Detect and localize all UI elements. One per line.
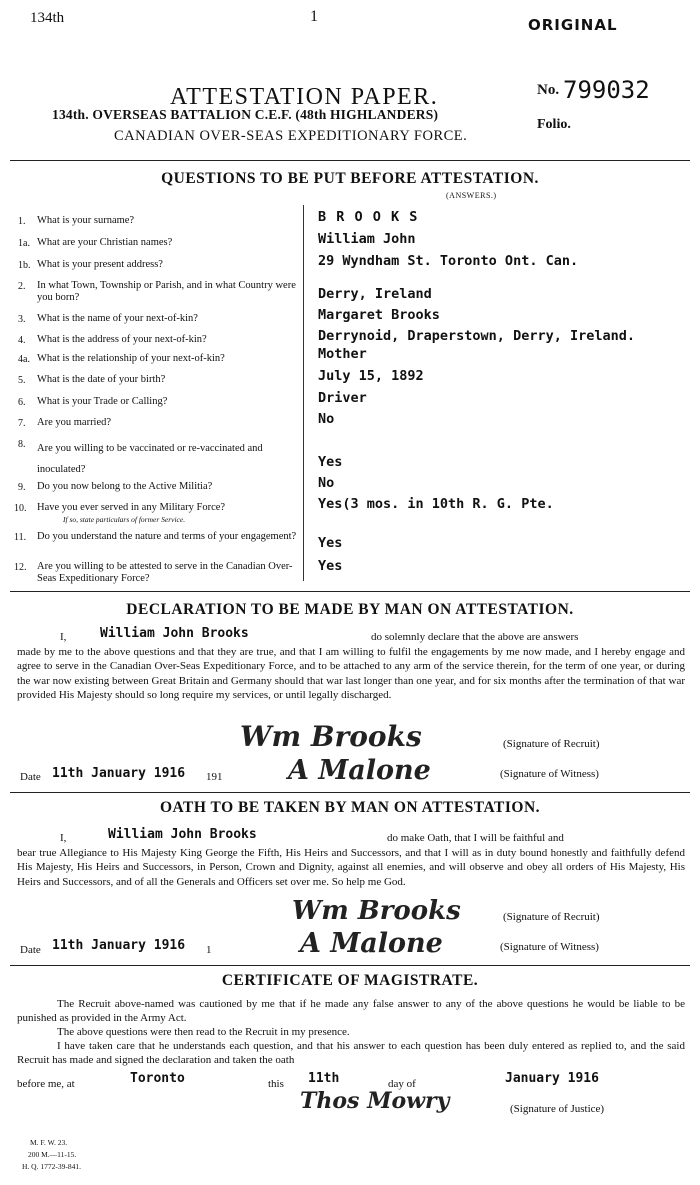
declaration-name: William John Brooks (100, 626, 249, 641)
answer-next-of-kin-name: Margaret Brooks (318, 307, 440, 323)
certificate-section-title: CERTIFICATE OF MAGISTRATE. (221, 972, 479, 989)
header-divider (10, 160, 690, 161)
oath-section-title: OATH TO BE TAKEN BY MAN ON ATTESTATION. (159, 799, 541, 816)
witness-signature-declaration: A Malone (288, 755, 431, 786)
witness-signature-label: (Signature of Witness) (500, 768, 599, 780)
question-text: What are your Christian names? (37, 237, 173, 248)
answer-surname: B R O O K S (318, 209, 419, 225)
question-number: 1. (18, 216, 26, 227)
battalion-number-handwritten: 134th (30, 10, 65, 26)
hq-reference: H. Q. 1772-39-841. (22, 1162, 81, 1171)
folio-label: Folio. (537, 117, 571, 132)
question-number: 11. (14, 532, 27, 543)
declaration-section-title: DECLARATION TO BE MADE BY MAN ON ATTESTATION. (126, 601, 574, 618)
oath-date-suffix: 1 (206, 944, 212, 956)
answers-column-label: (ANSWERS.) (446, 191, 497, 200)
question-number: 9. (18, 482, 26, 493)
this-label: this (268, 1078, 284, 1090)
answer-trade: Driver (318, 390, 367, 406)
recruit-signature-oath: Wm Brooks (292, 896, 461, 926)
regimental-number: 799032 (563, 76, 650, 104)
question-number: 5. (18, 375, 26, 386)
question-text: Do you now belong to the Active Militia? (37, 481, 213, 492)
question-number: 12. (14, 562, 27, 573)
question-text: What is your present address? (37, 259, 163, 270)
original-stamp: ORIGINAL (528, 16, 618, 34)
before-me-label: before me, at (17, 1078, 75, 1090)
question-text: What is the date of your birth? (37, 374, 166, 385)
declaration-date: 11th January 1916 (52, 766, 186, 781)
declaration-lead: I, (60, 631, 67, 643)
question-text: Do you understand the nature and terms of your engagement? (37, 531, 297, 542)
question-note: If so, state particulars of former Service. (63, 515, 186, 524)
question-text: In what Town, Township or Parish, and in what Country were you born? (37, 280, 296, 303)
answer-understand-terms: Yes (318, 535, 343, 551)
oath-name: William John Brooks (108, 827, 257, 842)
recruit-signature-declaration: Wm Brooks (240, 720, 422, 753)
oath-date: 11th January 1916 (52, 938, 186, 953)
question-number: 4a. (18, 354, 30, 365)
declaration-divider (10, 792, 690, 793)
question-text: What is the name of your next-of-kin? (37, 313, 198, 324)
certificate-paragraph-1: The Recruit above-named was cautioned by me that if he made any false answer to any of the above questions he would be liable to be punished as provided in the Army Act. (17, 998, 685, 1025)
oath-divider (10, 965, 690, 966)
oath-lead: I, (60, 832, 67, 844)
question-text: Have you ever served in any Military Force? (37, 502, 226, 513)
form-code: M. F. W. 23. (30, 1138, 68, 1147)
answer-present-address: 29 Wyndham St. Toronto Ont. Can. (318, 253, 579, 269)
oath-body: bear true Allegiance to His Majesty King George the Fifth, His Heirs and Successors, and that I will as in duty bound honestly and faithfully defend His Majesty, His Heirs and Successors, in Person, Crown and Dignity, against all enemies, and will observe and obey all orders of His Majesty, His Heirs and Successors, and of all the Generals and Officers set over me. So help me God. (17, 847, 685, 888)
justice-signature: Thos Mowry (300, 1088, 450, 1114)
question-number: 1a. (18, 238, 30, 249)
oath-date-label: Date (20, 944, 41, 956)
answer-christian-names: William John (318, 231, 416, 247)
question-number: 2. (18, 281, 26, 292)
answer-willing-to-serve: Yes (318, 558, 343, 574)
declaration-date-label: Date (20, 771, 41, 783)
page-number: 1 (310, 8, 318, 25)
battalion-line: 134th. OVERSEAS BATTALION C.E.F. (48th HIGHLANDERS) (52, 107, 439, 122)
justice-signature-label: (Signature of Justice) (510, 1103, 605, 1115)
answer-next-of-kin-address: Derrynoid, Draperstown, Derry, Ireland. (318, 328, 635, 344)
document-title: ATTESTATION PAPER. (170, 84, 439, 110)
question-number: 6. (18, 397, 26, 408)
answer-birthplace: Derry, Ireland (318, 286, 432, 302)
witness-signature-label: (Signature of Witness) (500, 941, 599, 953)
question-text: Are you willing to be vaccinated or re-vaccinated and inoculated? (37, 443, 263, 475)
day-of-label: day of (388, 1078, 416, 1090)
certificate-place: Toronto (130, 1071, 185, 1086)
certificate-month-year: January 1916 (505, 1071, 599, 1086)
certificate-day: 11th (308, 1071, 340, 1086)
question-number: 10. (14, 503, 27, 514)
oath-text-after-name: do make Oath, that I will be faithful and (387, 832, 564, 844)
answer-military-service: Yes(3 mos. in 10th R. G. Pte. (318, 496, 554, 512)
question-number: 1b. (18, 260, 31, 271)
witness-signature-oath: A Malone (300, 928, 443, 959)
answer-active-militia: No (318, 475, 335, 491)
force-line: CANADIAN OVER-SEAS EXPEDITIONARY FORCE. (114, 128, 468, 144)
question-number: 8. (18, 439, 26, 450)
question-text: What is your surname? (37, 215, 135, 226)
answer-vaccinated: Yes (318, 454, 343, 470)
declaration-date-suffix: 191 (206, 771, 223, 783)
recruit-signature-label: (Signature of Recruit) (503, 911, 600, 923)
question-number: 7. (18, 418, 26, 429)
question-text: Are you willing to be attested to serve in the Canadian Over-Seas Expeditionary Force? (37, 561, 293, 584)
answer-date-of-birth: July 15, 1892 (318, 368, 424, 384)
certificate-paragraph-3: I have taken care that he understands each question, and that his answer to each question has been duly entered as replied to, and the said Recruit has made and signed the declaration and taken the oath (17, 1040, 685, 1067)
questions-section-title: QUESTIONS TO BE PUT BEFORE ATTESTATION. (161, 170, 539, 187)
declaration-body: made by me to the above questions and that they are true, and that I am willing to fulfil the engagements by me now made, and I hereby engage and agree to serve in the Canadian Over-Seas Expeditionary Force, and to be attached to any arm of the service therein, for the term of one year, or during the war now existing between Great Britain and Germany should that war last longer than one year, and for six months after the termination of that war provided His Majesty should so long require my services, or until legally discharged. (17, 646, 685, 701)
certificate-paragraph-2: The above questions were then read to the Recruit in my presence. (57, 1026, 350, 1038)
question-text: Are you married? (37, 417, 112, 428)
question-text: What is your Trade or Calling? (37, 396, 168, 407)
number-label: No. (537, 82, 560, 98)
questions-column-divider (303, 205, 304, 581)
questions-divider (10, 591, 690, 592)
recruit-signature-label: (Signature of Recruit) (503, 738, 600, 750)
question-text: What is the address of your next-of-kin? (37, 334, 207, 345)
answer-next-of-kin-relationship: Mother (318, 346, 367, 362)
print-run: 200 M.—11-15. (28, 1150, 77, 1159)
answer-married: No (318, 411, 335, 427)
question-number: 4. (18, 335, 26, 346)
question-text: What is the relationship of your next-of-kin? (37, 353, 225, 364)
declaration-text-after-name: do solemnly declare that the above are answers (371, 631, 579, 643)
question-number: 3. (18, 314, 26, 325)
